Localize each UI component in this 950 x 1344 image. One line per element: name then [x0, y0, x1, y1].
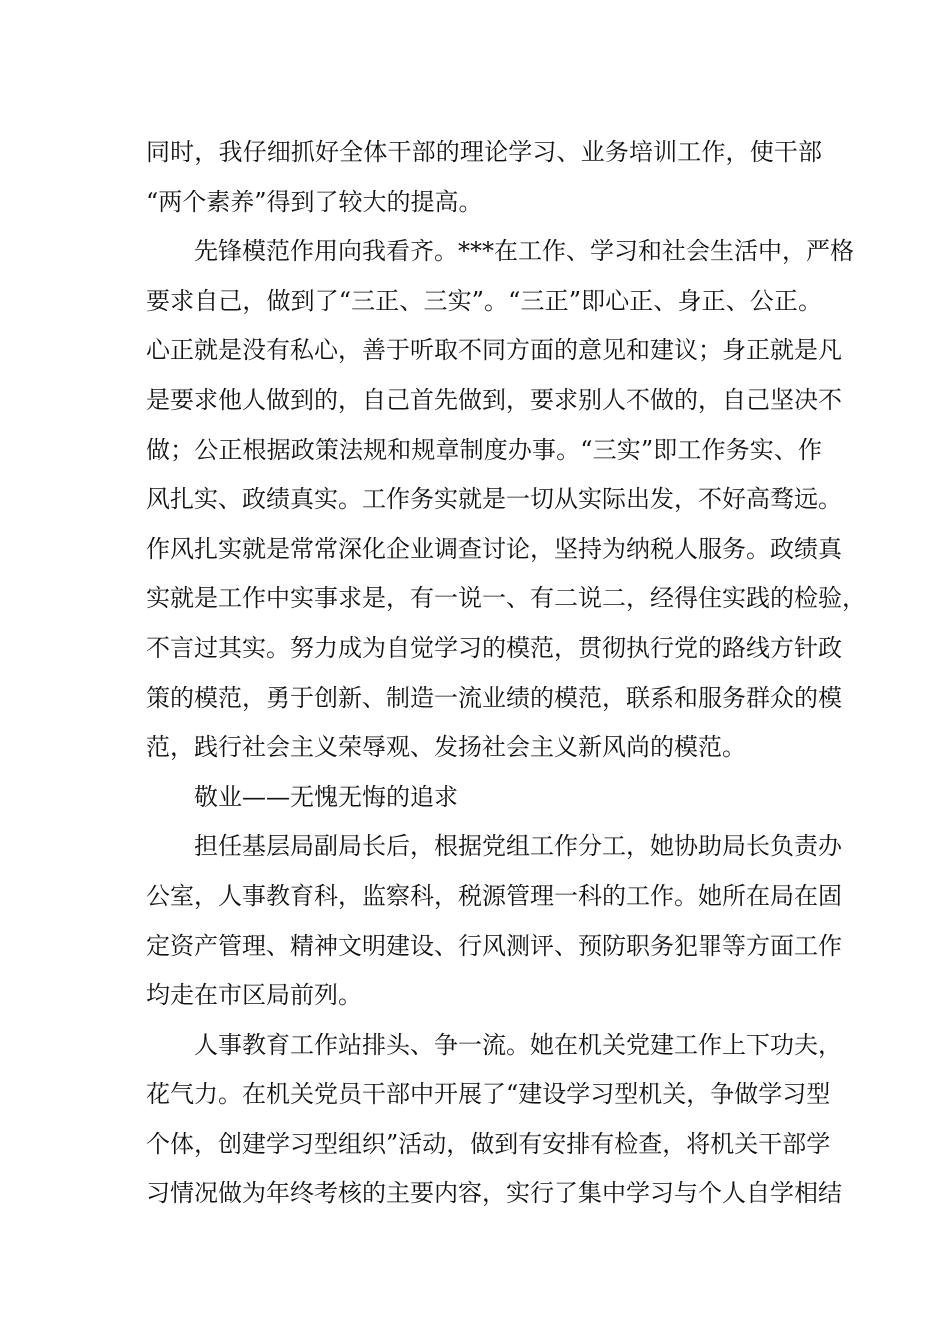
text-line: 个体，创建学习型组织”活动，做到有安排有检查，将机关干部学 — [146, 1129, 831, 1158]
document-body — [146, 128, 866, 1219]
text-line: 公室，人事教育科，监察科，税源管理一科的工作。她所在局在固 — [146, 881, 842, 910]
text-line: 风扎实、政绩真实。工作务实就是一切从实际出发，不好高骛远。 — [146, 485, 842, 514]
text-line: 担任基层局副局长后，根据党组工作分工，她协助局长负责办 — [194, 832, 842, 861]
text-line: 要求自己，做到了“三正、三实”。“三正”即心正、身正、公正。 — [146, 286, 822, 315]
text-line: 敬业——无愧无悔的追求 — [194, 782, 458, 811]
text-line: 策的模范，勇于创新、制造一流业绩的模范，联系和服务群众的模 — [146, 683, 842, 712]
text-line: 均走在市区局前列。 — [146, 981, 362, 1010]
text-line: 人事教育工作站排头、争一流。她在机关党建工作上下功夫， — [194, 1030, 842, 1059]
text-line: 范，践行社会主义荣辱观、发扬社会主义新风尚的模范。 — [146, 733, 746, 762]
text-line: 同时，我仔细抓好全体干部的理论学习、业务培训工作，使干部 — [146, 138, 822, 166]
text-line: 实就是工作中实事求是，有一说一、有二说二，经得住实践的检验， — [146, 584, 866, 613]
text-line: 是要求他人做到的，自己首先做到，要求别人不做的，自己坚决不 — [146, 385, 842, 414]
text-line: 习情况做为年终考核的主要内容，实行了集中学习与个人自学相结 — [146, 1179, 842, 1208]
text-line: 心正就是没有私心，善于听取不同方面的意见和建议；身正就是凡 — [146, 336, 842, 365]
text-line: 做；公正根据政策法规和规章制度办事。“三实”即工作务实、作 — [146, 435, 822, 464]
text-line: 花气力。在机关党员干部中开展了“建设学习型机关，争做学习型 — [146, 1080, 831, 1109]
text-line: 作风扎实就是常常深化企业调查讨论，坚持为纳税人服务。政绩真 — [146, 534, 842, 563]
text-line: 不言过其实。努力成为自觉学习的模范，贯彻执行党的路线方针政 — [146, 633, 842, 662]
text-line: “两个素养”得到了较大的提高。 — [146, 187, 483, 216]
text-line: 定资产管理、精神文明建设、行风测评、预防职务犯罪等方面工作 — [146, 931, 842, 960]
text-line: 先锋模范作用向我看齐。***在工作、学习和社会生活中，严格 — [194, 237, 854, 266]
